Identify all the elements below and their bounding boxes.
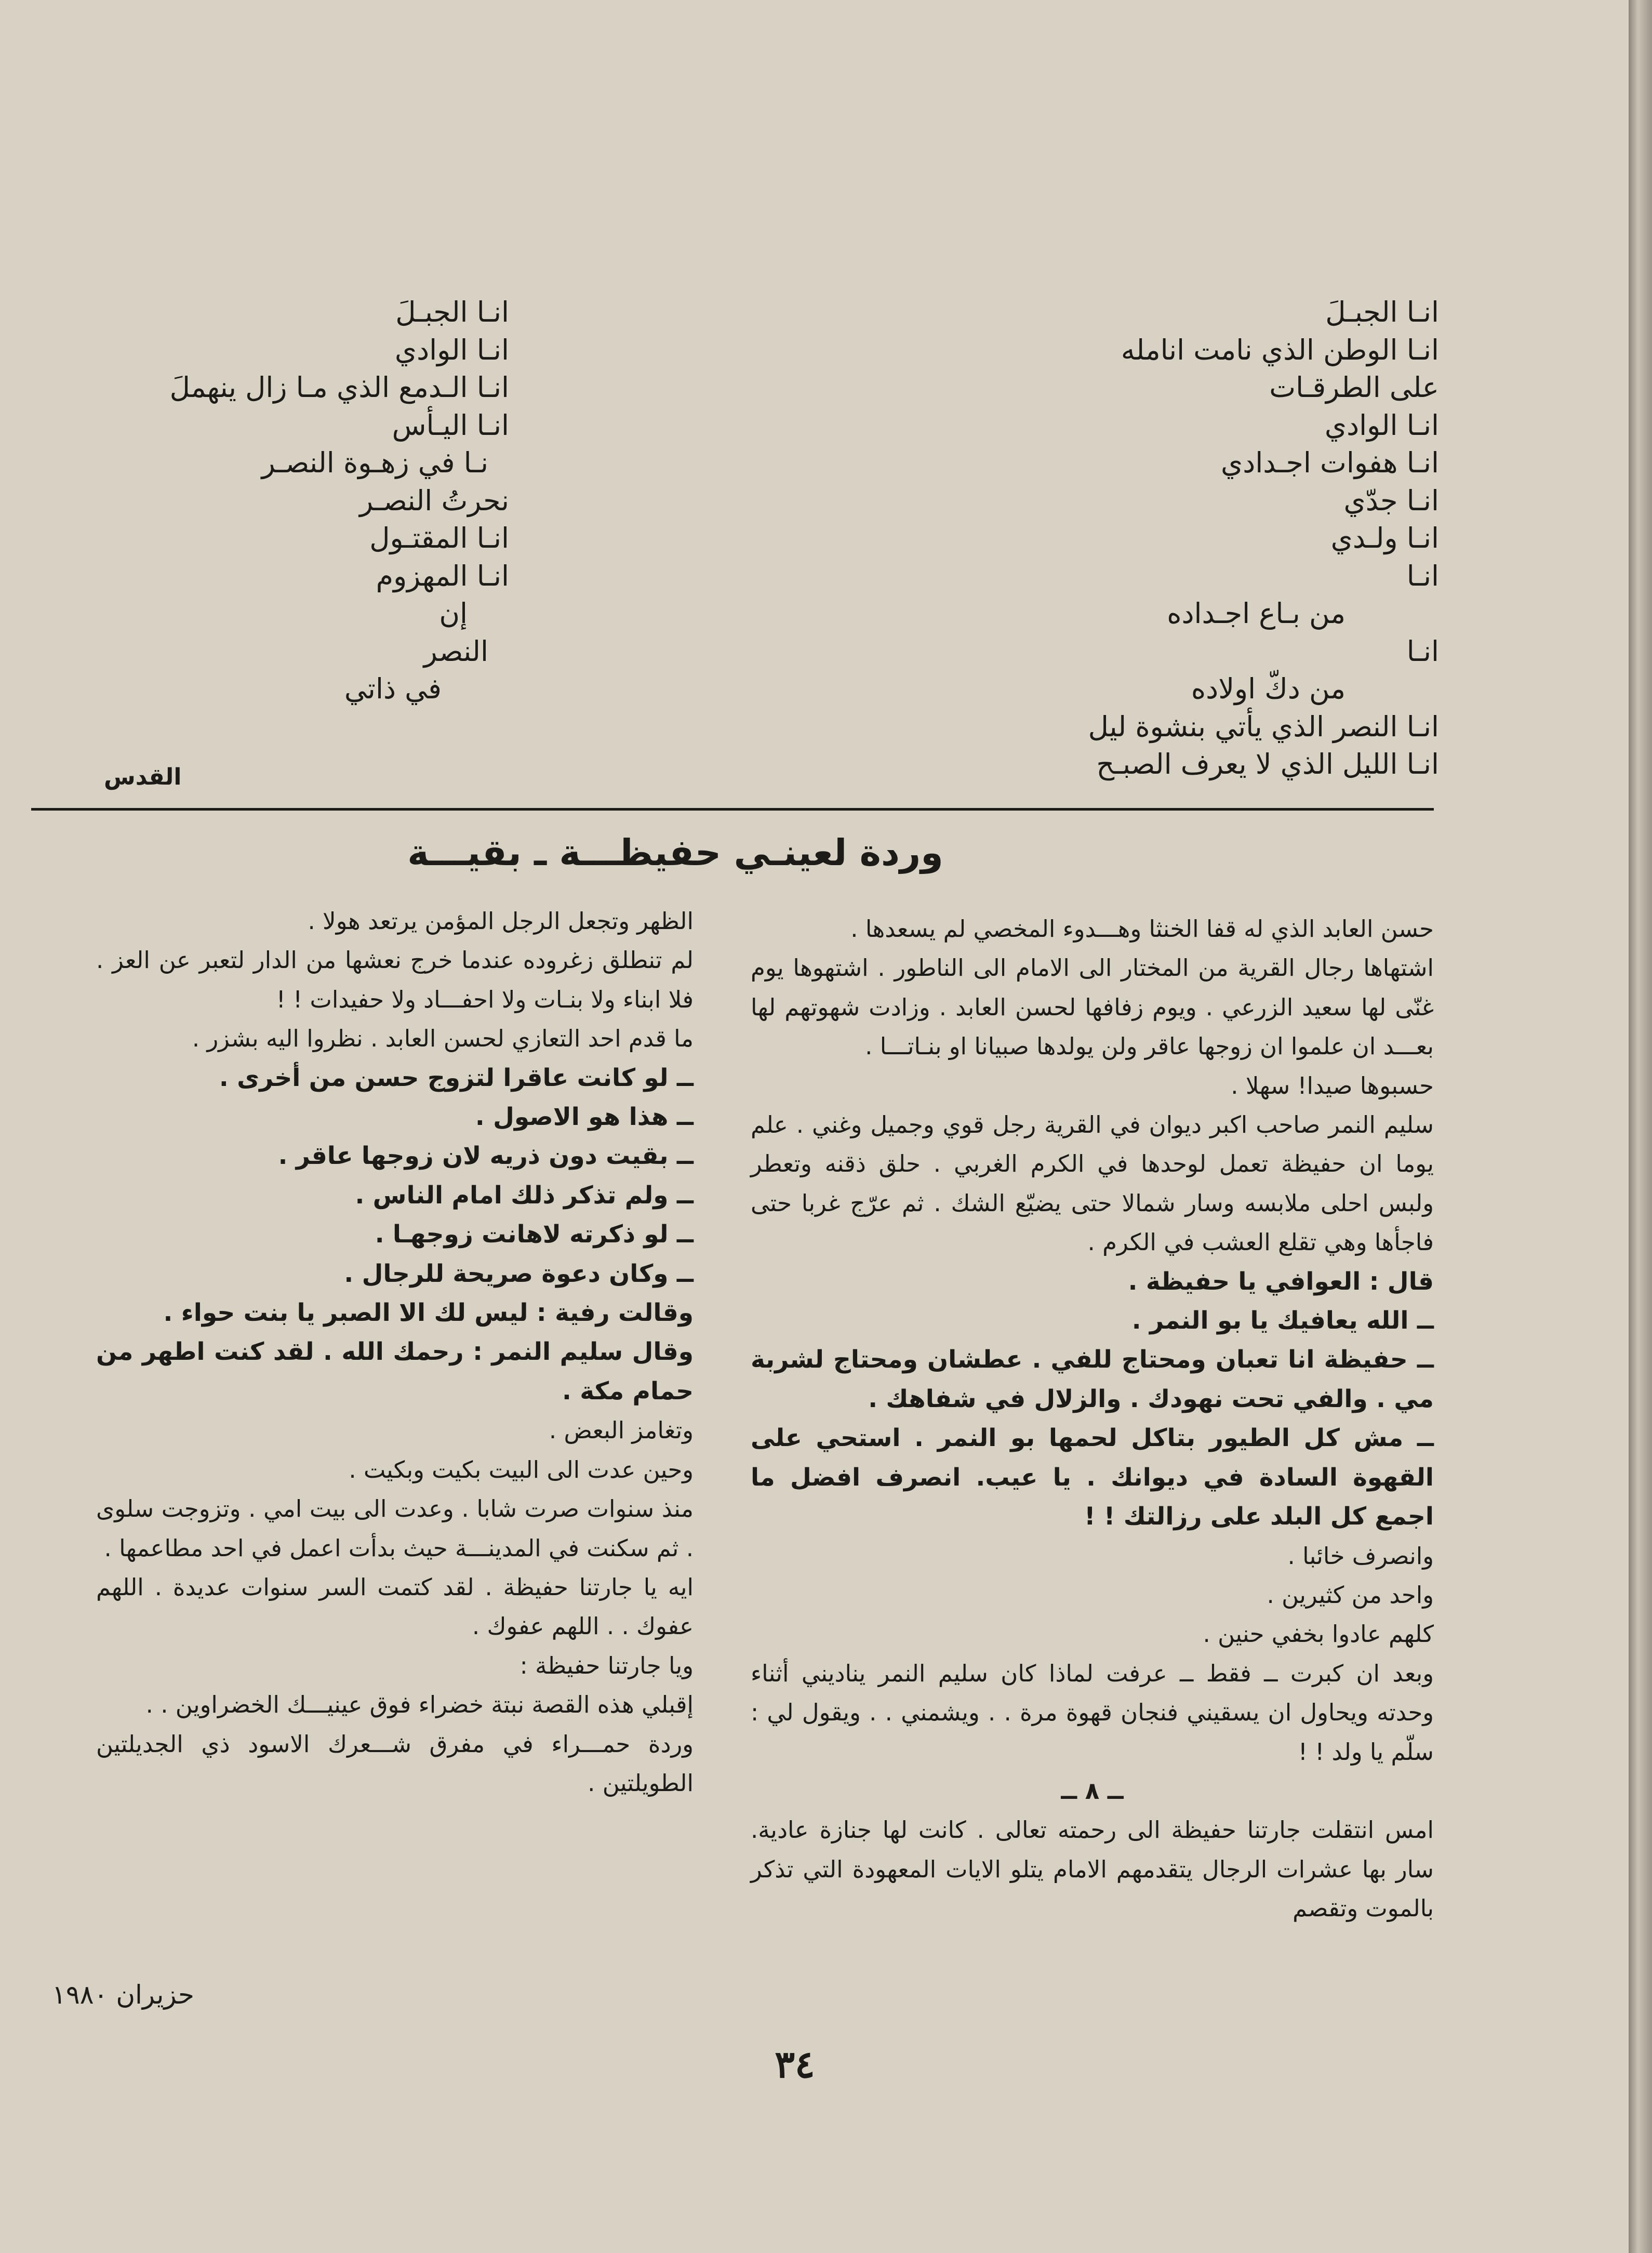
story-paragraph: وردة حمـــراء في مفرق شـــعرك الاسود ذي الجديلتين الطويلتين . [96, 1730, 694, 1797]
dialogue-line: ــ الله يعافيك يا بو النمر . [1131, 1306, 1434, 1335]
story-paragraph: اشتهاها رجال القرية من المختار الى الامام الى الناطور . اشتهوها يوم غنّى لها سعيد الزرعي . ويوم زفافها لحسن العابد . وزادت شهوتهم لها بعـــد ان علموا ان زوجها عاقر ولن يولدها صبيانا او بنـاتـــا . [751, 954, 1434, 1061]
dialogue-line: ــ حفيظة انا تعبان ومحتاج للفي . عطشان ومحتاج لشربة مي . والفي تحت نهودك . والزلال في شفاهك . [751, 1345, 1434, 1413]
poem-line: على الطرقـات [1269, 371, 1439, 404]
story-paragraph: وانصرف خائبا . [1287, 1542, 1434, 1570]
poem-credit: القدس [104, 764, 182, 790]
story-paragraph: ــ ٨ ــ [1061, 1777, 1124, 1805]
story-paragraph: منذ سنوات صرت شابا . وعدت الى بيت امي . وتزوجت سلوى . ثم سكنت في المدينـــة حيث بدأت اعمل في احد مطاعمها . [96, 1495, 694, 1562]
poem-line: انـا المهزوم [376, 559, 509, 592]
story-right-column [751, 909, 1434, 2006]
story-paragraph: ما قدم احد التعازي لحسن العابد . نظروا اليه بشزر . [192, 1025, 694, 1053]
poem-line: انـا ولـدي [1330, 522, 1439, 554]
dialogue-line: ــ هذا هو الاصول . [475, 1103, 694, 1132]
dialogue-line: وقالت رفية : ليس لك الا الصبر يا بنت حواء . [163, 1298, 694, 1328]
poem-line: انـا الوادي [394, 333, 509, 366]
story-paragraph: الظهر وتجعل الرجل المؤمن يرتعد هولا . [308, 907, 694, 935]
dialogue-line: ــ بقيت دون ذريه لان زوجها عاقر . [278, 1142, 694, 1171]
story-paragraph: وبعد ان كبرت ــ فقط ــ عرفت لماذا كان سليم النمر يناديني أثناء وحدته ويحاول ان يسقيني فنجان قهوة مرة . . ويشمني . . ويقول لي : سلّم يا ولد ! ! [751, 1659, 1434, 1766]
page-edge [1629, 0, 1652, 2253]
story-title: وردة لعينـي حفيظـــة ـ بقيـــة [407, 831, 943, 874]
story-paragraph: حسبوها صيدا! سهلا . [1231, 1071, 1434, 1099]
poem-line: نحرتُ النصـر [359, 484, 509, 517]
poem-line: انـا [1406, 559, 1439, 592]
section-divider [31, 808, 1434, 811]
poem-line: انـا هفوات اجـدادي [1220, 446, 1439, 479]
poem-line: النصر [423, 634, 488, 668]
dialogue-line: ــ لو كانت عاقرا لتزوج حسن من أخرى . [219, 1063, 694, 1092]
poem-line: إن [439, 597, 468, 630]
story-paragraph: حسن العابد الذي له قفا الخنثا وهـــدوء المخصي لم يسعدها . [850, 915, 1434, 943]
dialogue-line: ــ مش كل الطيور بتاكل لحمها بو النمر . استحي على القهوة السادة في ديوانك . يا عيب. انصرف افضل ما اجمع كل البلد على رزالتك ! ! [751, 1424, 1434, 1531]
story-left-column [96, 902, 694, 1873]
story-paragraph: ايه يا جارتنا حفيظة . لقد كتمت السر سنوات عديدة . اللهم عفوك . . اللهم عفوك . [96, 1573, 694, 1640]
dialogue-line: وقال سليم النمر : رحمك الله . لقد كنت اطهر من حمام مكة . [96, 1337, 694, 1406]
story-paragraph: امس انتقلت جارتنا حفيظة الى رحمته تعالى . كانت لها جنازة عادية. سار بها عشرات الرجال يتقدمهم الامام يتلو الايات المعهودة التي تذكر بالموت وتقصم [751, 1816, 1434, 1923]
poem-line: انـا المقتـول [369, 522, 509, 554]
dialogue-line: قال : العوافي يا حفيظة . [1128, 1267, 1434, 1296]
poem-line: انـا الجبـلَ [1325, 296, 1439, 328]
poem-line: انـا الـدمع الذي مـا زال ينهملَ [169, 371, 509, 404]
dialogue-line: ــ لو ذكرته لاهانت زوجهـا . [375, 1220, 694, 1249]
story-paragraph: سليم النمر صاحب اكبر ديوان في القرية رجل قوي وجميل وغني . علم يوما ان حفيظة تعمل لوحدها في الكرم الغربي . حلق ذقنه وتعطر ولبس احلى ملابسه وسار شمالا حتى يضيّع الشك . ثم عرّج غربا حتى فاجأها وهي تقلع العشب في الكرم . [751, 1111, 1434, 1256]
story-paragraph: واحد من كثيرين . [1267, 1581, 1434, 1609]
poem-line: انـا الليل الذي لا يعرف الصبـح [1096, 748, 1439, 780]
dialogue-line: ــ ولم تذكر ذلك امام الناس . [355, 1181, 694, 1210]
story-paragraph: ويا جارتنا حفيظة : [519, 1651, 694, 1679]
poem-line: في ذاتي [344, 672, 442, 705]
story-paragraph: إقبلي هذه القصة نبتة خضراء فوق عينيـــك الخضراوين . . [145, 1691, 694, 1719]
poem-line: انـا الوطن الذي نامت انامله [1121, 333, 1439, 366]
poem-line: من دكّ اولاده [1191, 672, 1345, 705]
poem-line: انـا جدّي [1343, 484, 1439, 517]
story-paragraph: لم تنطلق زغروده عندما خرج نعشها من الدار لتعبر عن العز . فلا ابناء ولا بنـات ولا احفـــاد ولا حفيدات ! ! [96, 946, 694, 1013]
dialogue-line: ــ وكان دعوة صريحة للرجال . [344, 1259, 694, 1288]
story-paragraph: وحين عدت الى البيت بكيت وبكيت . [349, 1455, 694, 1483]
story-paragraph: كلهم عادوا بخفي حنين . [1203, 1620, 1434, 1648]
poem-line: انـا الجبـلَ [395, 296, 509, 328]
page-number: ٣٤ [775, 2042, 815, 2086]
poem-right-column [1088, 294, 1439, 784]
story-paragraph: وتغامز البعض . [549, 1416, 694, 1444]
poem-line: انـا [1406, 634, 1439, 668]
story-date: حزيران ١٩٨٠ [52, 1980, 194, 2010]
poem-left-column [170, 294, 509, 708]
poem-line: نـا في زهـوة النصـر [261, 446, 488, 479]
poem-line: انـا اليـأس [392, 408, 509, 442]
poem-line: انـا النصر الذي يأتي بنشوة ليل [1088, 710, 1439, 743]
poem-line: من بـاع اجـداده [1167, 597, 1345, 630]
poem-line: انـا الوادي [1324, 408, 1439, 442]
